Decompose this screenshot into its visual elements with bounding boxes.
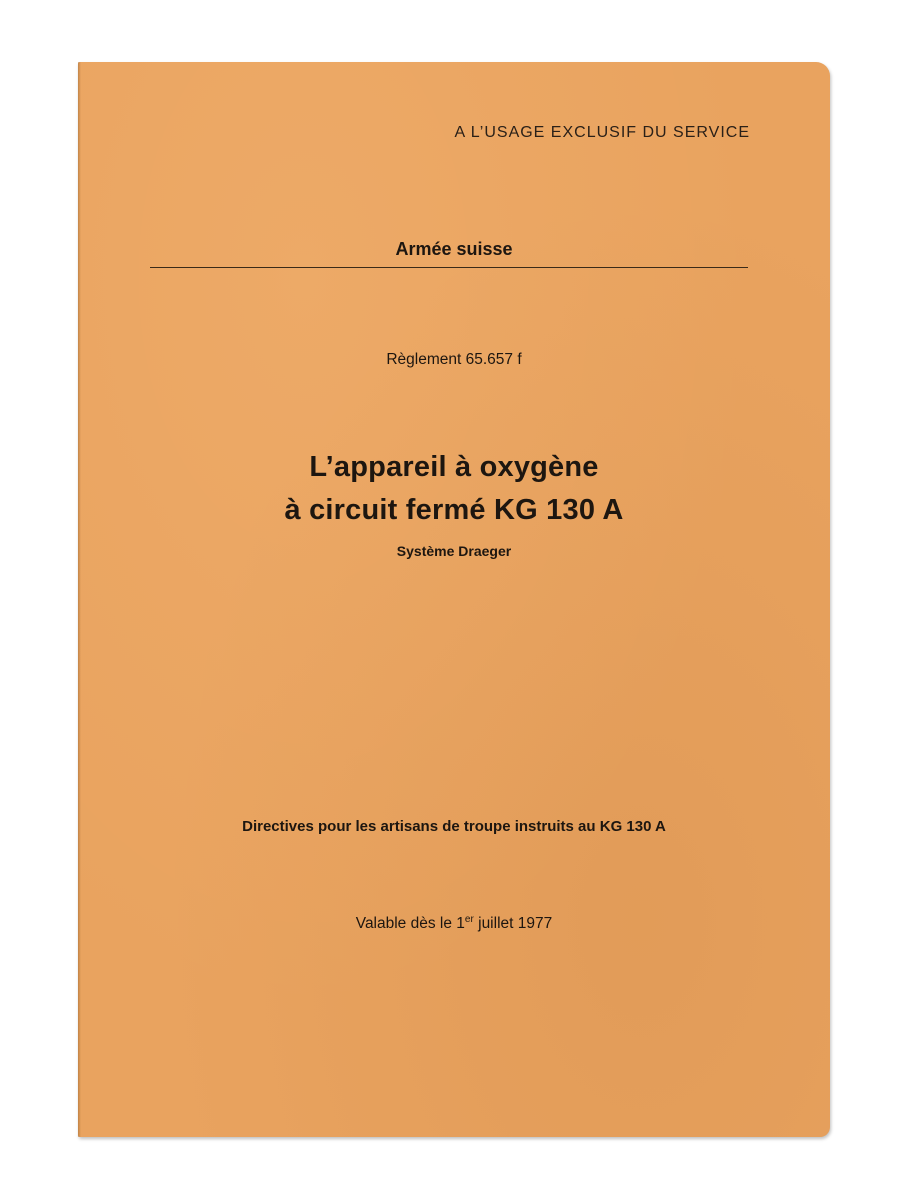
institution-name: Armée suisse — [395, 239, 513, 259]
regulation-number: Règlement 65.657 f — [386, 351, 522, 368]
title-line-1: L’appareil à oxygène — [309, 451, 599, 483]
directives-line: Directives pour les artisans de troupe instruits au KG 130 A — [242, 818, 666, 835]
service-restriction-notice: A L’USAGE EXCLUSIF DU SERVICE — [454, 124, 750, 141]
booklet-cover — [78, 62, 830, 1137]
cover-spine-edge — [78, 62, 81, 1137]
validity-suffix: juillet 1977 — [473, 915, 553, 932]
title-line-2: à circuit fermé KG 130 A — [284, 494, 624, 526]
validity-date — [78, 915, 830, 933]
header-divider — [150, 267, 748, 268]
validity-prefix: Valable dès le 1 — [355, 915, 465, 932]
validity-superscript: er — [464, 914, 474, 925]
subtitle: Système Draeger — [396, 543, 512, 559]
